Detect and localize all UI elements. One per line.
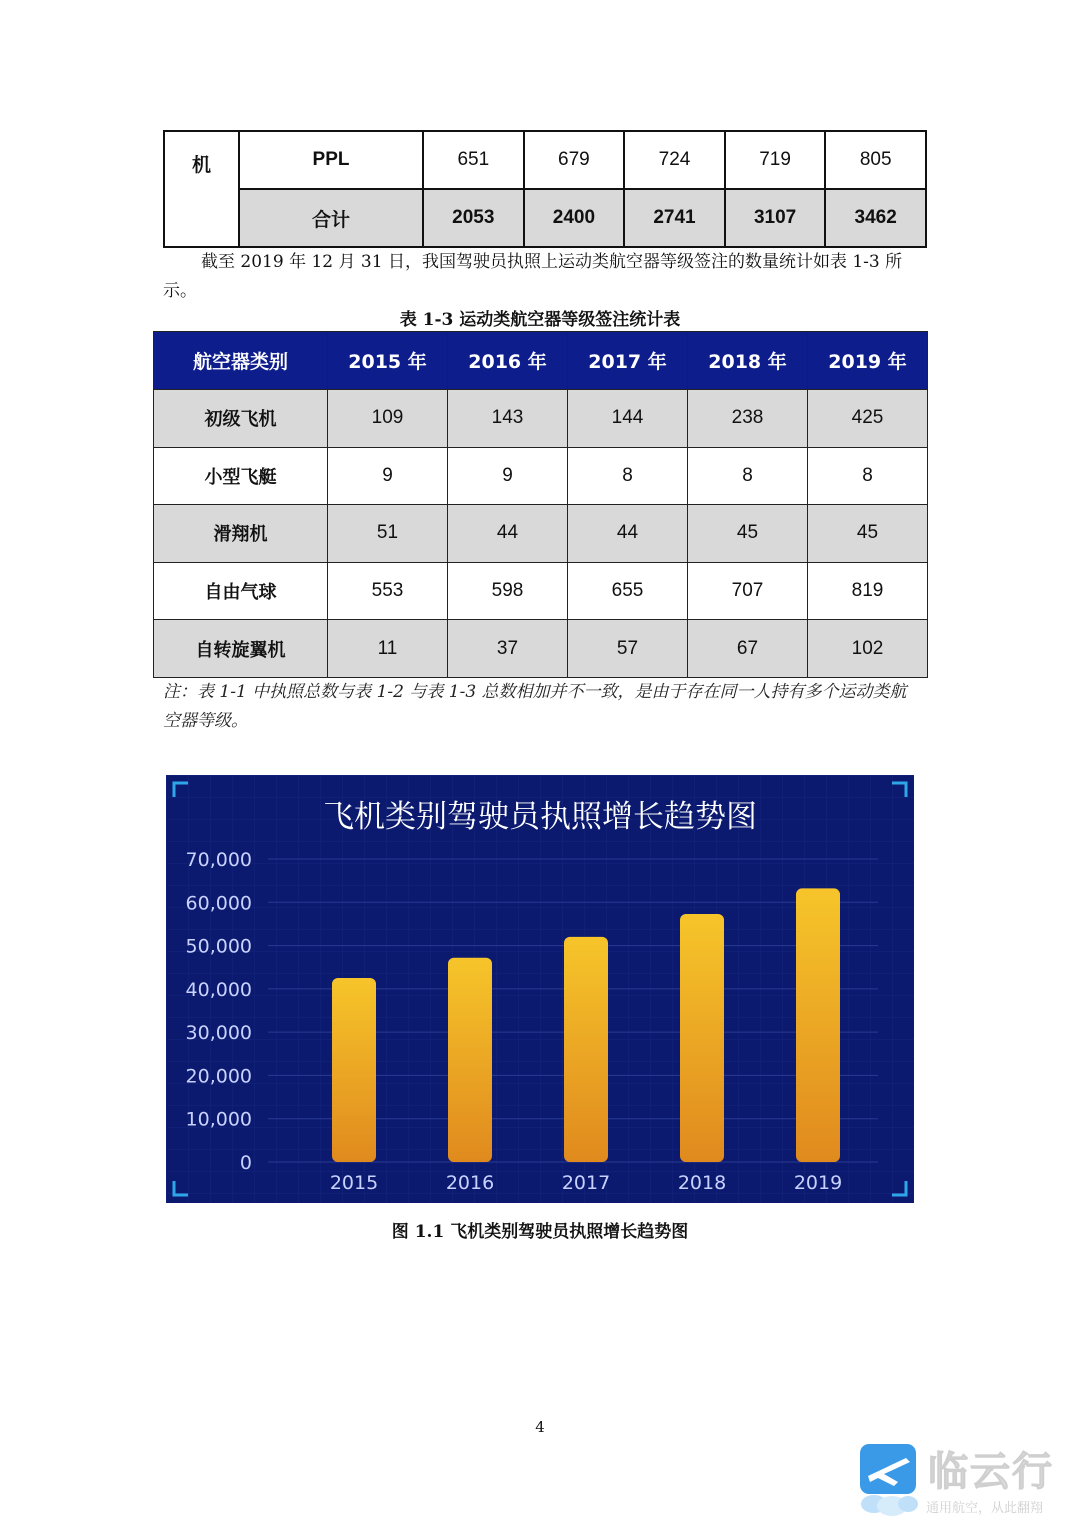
total-label: 合计 bbox=[239, 189, 423, 247]
y-tick-label: 60,000 bbox=[185, 892, 252, 915]
sport-aircraft-rating-table bbox=[153, 331, 928, 678]
table-cell: 655 bbox=[568, 562, 688, 620]
bar-2016 bbox=[448, 958, 492, 1162]
table-cell: 707 bbox=[688, 562, 808, 620]
y-tick-label: 50,000 bbox=[185, 935, 252, 958]
ppl-label: PPL bbox=[239, 131, 423, 189]
table-cell: 8 bbox=[568, 447, 688, 505]
y-tick-label: 10,000 bbox=[185, 1108, 252, 1131]
table-row bbox=[154, 390, 928, 448]
bar-2017 bbox=[564, 937, 608, 1162]
row-label: 初级飞机 bbox=[154, 390, 328, 448]
header-year: 2019 年 bbox=[808, 332, 928, 390]
y-tick-label: 20,000 bbox=[185, 1065, 252, 1088]
y-tick-label: 0 bbox=[239, 1152, 252, 1174]
total-value: 2053 bbox=[423, 189, 524, 247]
table-cell: 44 bbox=[568, 505, 688, 563]
row-label: 小型飞艇 bbox=[154, 447, 328, 505]
ppl-value: 679 bbox=[524, 131, 625, 189]
watermark-title: 临云行 bbox=[928, 1449, 1054, 1495]
chart-title: 飞机类别驾驶员执照增长趋势图 bbox=[323, 799, 757, 835]
table-cell: 11 bbox=[328, 620, 448, 678]
table-cell: 44 bbox=[448, 505, 568, 563]
ppl-value: 724 bbox=[624, 131, 725, 189]
total-value: 2400 bbox=[524, 189, 625, 247]
table-cell: 9 bbox=[328, 447, 448, 505]
header-category: 航空器类别 bbox=[154, 332, 328, 390]
bar-2018 bbox=[680, 914, 724, 1162]
table-cell: 57 bbox=[568, 620, 688, 678]
table-cell: 8 bbox=[808, 447, 928, 505]
table-cell: 425 bbox=[808, 390, 928, 448]
y-tick-label: 30,000 bbox=[185, 1022, 252, 1045]
row-label: 自由气球 bbox=[154, 562, 328, 620]
x-tick-label: 2017 bbox=[561, 1172, 611, 1194]
table-cell: 51 bbox=[328, 505, 448, 563]
bar-2019 bbox=[796, 888, 840, 1162]
x-tick-label: 2018 bbox=[677, 1172, 727, 1194]
table-row bbox=[154, 620, 928, 678]
table-cell: 238 bbox=[688, 390, 808, 448]
brand-watermark bbox=[858, 1440, 1073, 1520]
chart-canvas bbox=[166, 775, 914, 1203]
total-value: 2741 bbox=[624, 189, 725, 247]
total-value: 3462 bbox=[825, 189, 926, 247]
license-growth-chart bbox=[166, 775, 914, 1203]
table-row bbox=[154, 505, 928, 563]
row-label: 滑翔机 bbox=[154, 505, 328, 563]
license-continuation-table bbox=[163, 130, 927, 248]
table-cell: 819 bbox=[808, 562, 928, 620]
table-cell: 102 bbox=[808, 620, 928, 678]
figure-caption: 图 1.1 飞机类别驾驶员执照增长趋势图 bbox=[391, 1222, 689, 1242]
header-year: 2016 年 bbox=[448, 332, 568, 390]
table-caption: 表 1-3 运动类航空器等级签注统计表 bbox=[399, 310, 681, 330]
ppl-value: 651 bbox=[423, 131, 524, 189]
table-row bbox=[154, 447, 928, 505]
table-cell: 45 bbox=[688, 505, 808, 563]
row-group-label: 机 bbox=[164, 131, 239, 247]
header-year: 2015 年 bbox=[328, 332, 448, 390]
page-number: 4 bbox=[535, 1418, 545, 1436]
y-tick-label: 70,000 bbox=[185, 849, 252, 871]
table-cell: 144 bbox=[568, 390, 688, 448]
table-cell: 67 bbox=[688, 620, 808, 678]
plane-logo-icon bbox=[858, 1442, 920, 1520]
table-cell: 109 bbox=[328, 390, 448, 448]
ppl-value: 719 bbox=[725, 131, 826, 189]
table-cell: 598 bbox=[448, 562, 568, 620]
table-row bbox=[154, 562, 928, 620]
row-label: 自转旋翼机 bbox=[154, 620, 328, 678]
header-year: 2017 年 bbox=[568, 332, 688, 390]
table-cell: 553 bbox=[328, 562, 448, 620]
total-value: 3107 bbox=[725, 189, 826, 247]
y-tick-label: 40,000 bbox=[185, 978, 252, 1001]
table-cell: 37 bbox=[448, 620, 568, 678]
bar-2015 bbox=[332, 978, 376, 1162]
table-cell: 9 bbox=[448, 447, 568, 505]
x-tick-label: 2019 bbox=[793, 1172, 843, 1194]
watermark-slogan: 通用航空，从此翻翔 bbox=[926, 1501, 1044, 1516]
table-cell: 45 bbox=[808, 505, 928, 563]
table-cell: 8 bbox=[688, 447, 808, 505]
body-paragraph: 截至 2019 年 12 月 31 日，我国驾驶员执照上运动类航空器等级签注的数量统计如表 1-3 所示。 bbox=[163, 252, 903, 301]
x-tick-label: 2016 bbox=[445, 1172, 495, 1194]
x-tick-label: 2015 bbox=[329, 1172, 379, 1194]
ppl-value: 805 bbox=[825, 131, 926, 189]
table-cell: 143 bbox=[448, 390, 568, 448]
table-note: 注：表 1-1 中执照总数与表 1-2 与表 1-3 总数相加并不一致，是由于存在同一人持有多个运动类航空器等级。 bbox=[163, 682, 907, 731]
header-year: 2018 年 bbox=[688, 332, 808, 390]
